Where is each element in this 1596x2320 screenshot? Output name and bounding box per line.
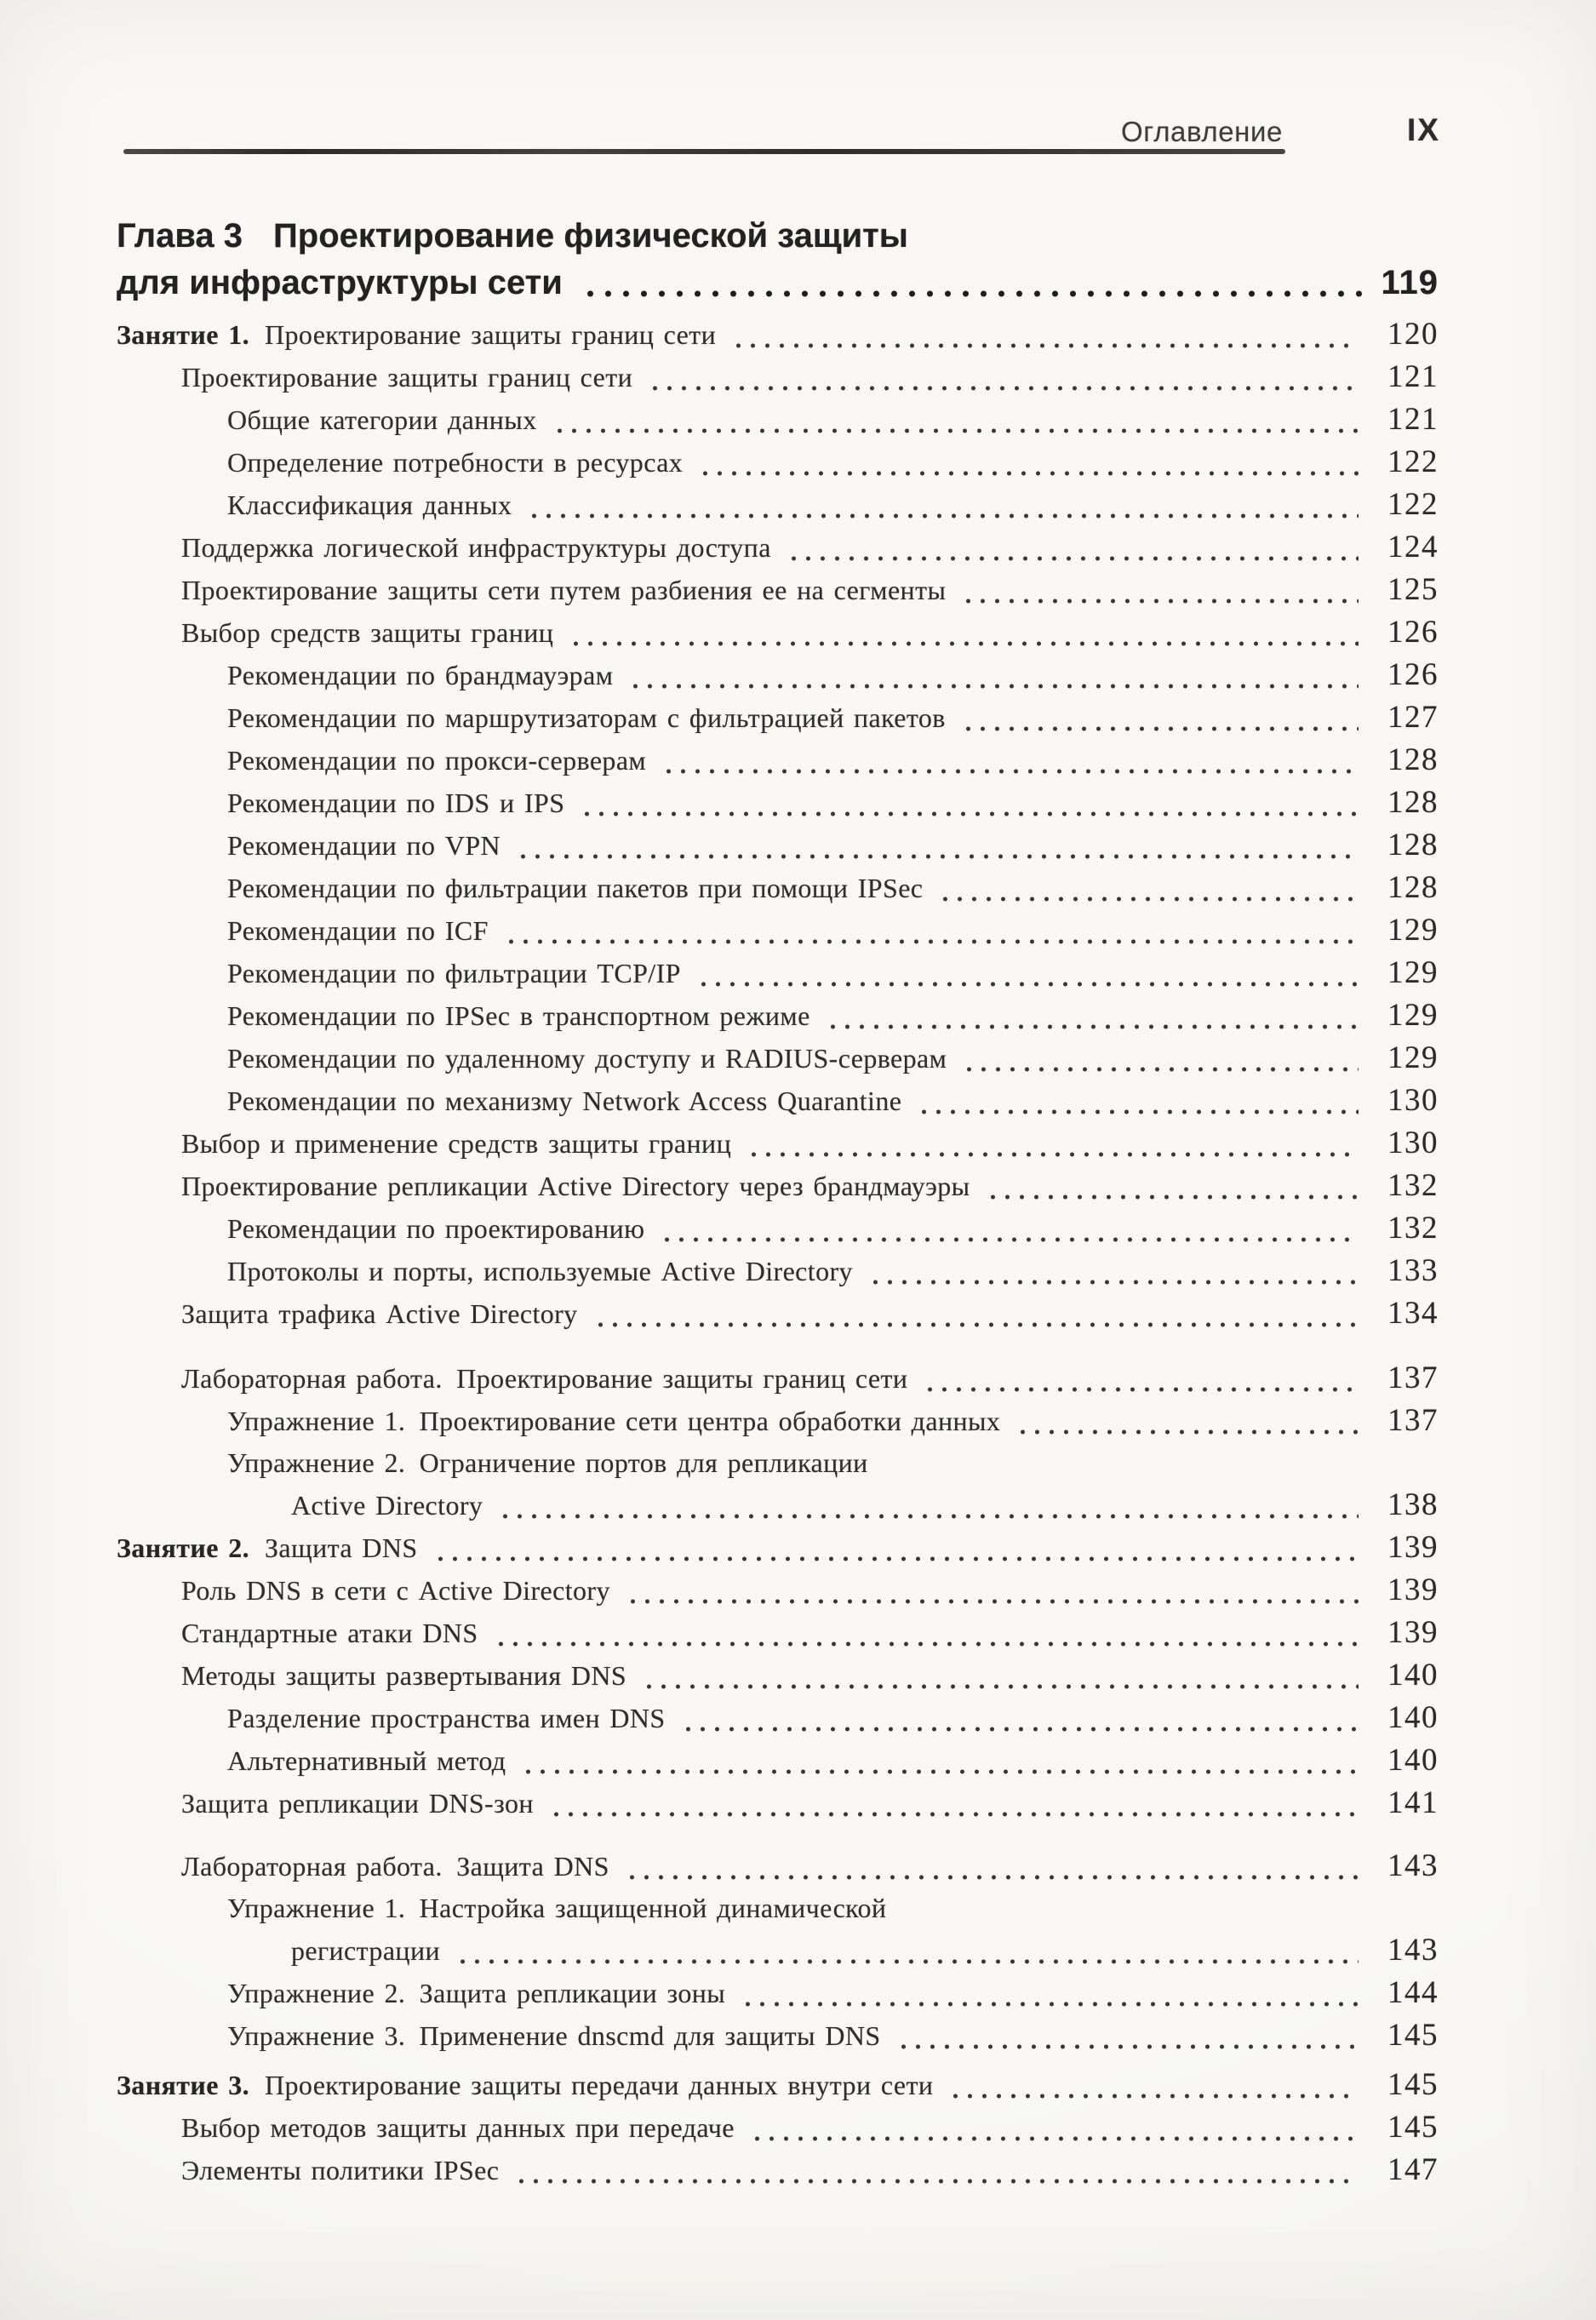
dot-leader — [913, 1080, 1359, 1122]
entry-page-number: 129 — [1387, 913, 1439, 948]
dot-leader — [678, 1697, 1359, 1739]
dot-leader — [1012, 1400, 1359, 1442]
dot-leader — [430, 1527, 1359, 1569]
dot-leader — [935, 867, 1359, 909]
entry-title: Упражнение 1. Проектирование сети центра обработки данных — [227, 1406, 1001, 1436]
dot-leader — [982, 1165, 1359, 1207]
entry-title: Рекомендации по проектированию — [227, 1213, 645, 1244]
dot-leader — [743, 1122, 1359, 1165]
dot-leader — [511, 2149, 1359, 2191]
toc-entry — [117, 1484, 1439, 1527]
dot-leader — [565, 611, 1359, 654]
entry-page-number: 147 — [1387, 2152, 1439, 2187]
dot-leader — [945, 2064, 1359, 2106]
dot-leader — [501, 909, 1359, 952]
dot-leader — [658, 739, 1359, 782]
toc-entry — [117, 1569, 1439, 1612]
entry-label: Занятие 2. — [117, 1532, 249, 1563]
toc-entry — [117, 484, 1439, 526]
entry-title: Классификация данных — [227, 490, 512, 520]
dot-leader — [490, 1612, 1359, 1654]
entry-page-number: 144 — [1387, 1975, 1439, 2010]
toc-entry — [117, 1612, 1439, 1654]
page-number-roman: IX — [1407, 112, 1440, 147]
entry-page-number: 138 — [1387, 1487, 1439, 1522]
toc-entry — [117, 1165, 1439, 1207]
entry-title: Определение потребности в ресурсах — [227, 447, 684, 478]
entry-title: Рекомендации по удаленному доступу и RADIUS-серверам — [227, 1043, 947, 1074]
entry-title: Защита репликации DNS-зон — [181, 1788, 534, 1819]
entry-title: Проектирование защиты передачи данных внутри сети — [265, 2070, 934, 2100]
entry-title: Защита DNS — [265, 1532, 418, 1563]
chapter-heading — [117, 213, 1439, 306]
toc-entry — [117, 952, 1439, 994]
toc-entry — [117, 526, 1439, 569]
toc-entry — [117, 398, 1439, 441]
entry-page-number: 128 — [1387, 870, 1439, 905]
entry-title: Общие категории данных — [227, 404, 537, 435]
entry-title: Рекомендации по фильтрации TCP/IP — [227, 958, 681, 988]
entry-title: Рекомендации по механизму Network Access Quarantine — [227, 1086, 902, 1116]
toc-entry — [117, 696, 1439, 739]
entry-title: Лабораторная работа. Проектирование защиты границ сети — [181, 1363, 908, 1394]
entry-page-number: 127 — [1387, 700, 1439, 735]
dot-leader — [958, 1037, 1359, 1080]
toc-entry — [117, 1527, 1439, 1569]
toc-entry — [117, 1888, 1439, 1929]
toc-list — [117, 313, 1439, 2191]
toc-entry — [117, 2106, 1439, 2149]
toc-entry — [117, 356, 1439, 398]
dot-leader — [747, 2106, 1359, 2149]
dot-leader — [865, 1250, 1359, 1292]
entry-title: Active Directory — [291, 1490, 483, 1521]
toc-entry — [117, 313, 1439, 356]
toc-entry — [117, 994, 1439, 1037]
dot-leader — [523, 484, 1359, 526]
dot-leader — [622, 1569, 1359, 1612]
toc-entry — [117, 1122, 1439, 1165]
dot-leader — [452, 1929, 1359, 1972]
entry-page-number: 133 — [1387, 1253, 1439, 1288]
dot-leader — [958, 696, 1359, 739]
chapter-title-continuation: для инфраструктуры сети — [117, 264, 563, 301]
toc-entry — [117, 441, 1439, 484]
toc-entry — [117, 2149, 1439, 2191]
dot-leader — [621, 1845, 1359, 1888]
entry-title: Проектирование защиты границ сети — [265, 319, 717, 350]
entry-page-number: 132 — [1387, 1168, 1439, 1203]
dot-leader — [919, 1357, 1359, 1400]
entry-title: Разделение пространства имен DNS — [227, 1703, 666, 1733]
entry-page-number: 140 — [1387, 1658, 1439, 1693]
entry-title: Рекомендации по маршрутизаторам с фильтрацией пакетов — [227, 702, 946, 733]
toc-entry — [117, 782, 1439, 824]
toc-entry — [117, 909, 1439, 952]
entry-title: Упражнение 2. Ограничение портов для репликации — [227, 1447, 868, 1478]
toc-entry — [117, 1400, 1439, 1442]
chapter-heading-line2 — [117, 260, 1439, 306]
toc-entry — [117, 1782, 1439, 1824]
entry-title: Защита трафика Active Directory — [181, 1298, 578, 1329]
entry-page-number: 145 — [1387, 2018, 1439, 2053]
dot-leader — [625, 654, 1359, 696]
entry-title: Протоколы и порты, используемые Active Directory — [227, 1256, 853, 1286]
dot-leader — [512, 824, 1359, 867]
entry-page-number: 143 — [1387, 1848, 1439, 1883]
entry-label: Занятие 3. — [117, 2070, 249, 2100]
chapter-label: Глава 3 — [117, 217, 243, 255]
chapter-heading-line1 — [117, 213, 1439, 260]
dot-leader — [693, 952, 1359, 994]
entry-page-number: 140 — [1387, 1743, 1439, 1778]
entry-page-number: 120 — [1387, 317, 1439, 352]
entry-title: Упражнение 1. Настройка защищенной динамической — [227, 1893, 887, 1923]
entry-title: Рекомендации по IPSec в транспортном режиме — [227, 1000, 810, 1031]
toc-entry — [117, 1250, 1439, 1292]
entry-page-number: 134 — [1387, 1296, 1439, 1331]
entry-page-number: 122 — [1387, 487, 1439, 522]
entry-page-number: 129 — [1387, 1040, 1439, 1075]
entry-title: Рекомендации по прокси-серверам — [227, 745, 647, 776]
toc-entry — [117, 1697, 1439, 1739]
entry-page-number: 128 — [1387, 785, 1439, 820]
chapter-dot-leader — [576, 260, 1373, 306]
entry-title: Альтернативный метод — [227, 1745, 506, 1776]
entry-page-number: 126 — [1387, 657, 1439, 692]
dot-leader — [728, 313, 1359, 356]
running-header-title: Оглавление — [1121, 116, 1283, 147]
dot-leader — [546, 1782, 1359, 1824]
dot-leader — [783, 526, 1359, 569]
dot-leader — [590, 1292, 1359, 1335]
entry-title: Рекомендации по VPN — [227, 830, 501, 861]
toc-entry — [117, 1654, 1439, 1697]
dot-leader — [656, 1207, 1359, 1250]
entry-page-number: 129 — [1387, 955, 1439, 990]
entry-page-number: 139 — [1387, 1572, 1439, 1607]
dot-leader — [893, 2014, 1359, 2057]
entry-title: Лабораторная работа. Защита DNS — [181, 1851, 609, 1882]
toc-entry — [117, 1929, 1439, 1972]
toc-entry — [117, 569, 1439, 611]
toc-entry — [117, 2014, 1439, 2057]
dot-leader — [638, 1654, 1359, 1697]
entry-title: Выбор и применение средств защиты границ — [181, 1128, 732, 1159]
entry-page-number: 145 — [1387, 2110, 1439, 2145]
entry-title: Рекомендации по ICF — [227, 915, 489, 946]
entry-title: Роль DNS в сети с Active Directory — [181, 1575, 610, 1606]
entry-title: регистрации — [291, 1935, 441, 1966]
entry-page-number: 130 — [1387, 1083, 1439, 1118]
entry-title: Поддержка логической инфраструктуры доступа — [181, 532, 771, 563]
entry-title: Проектирование репликации Active Directory через брандмауэры — [181, 1171, 970, 1201]
toc-entry — [117, 867, 1439, 909]
entry-page-number: 139 — [1387, 1615, 1439, 1650]
entry-title: Элементы политики IPSec — [181, 2155, 500, 2185]
toc-entry — [117, 1292, 1439, 1335]
entry-page-number: 128 — [1387, 828, 1439, 862]
toc-entry — [117, 1080, 1439, 1122]
dot-leader — [822, 994, 1359, 1037]
toc-entry — [117, 824, 1439, 867]
dot-leader — [958, 569, 1359, 611]
toc-entry — [117, 654, 1439, 696]
dot-leader — [518, 1739, 1359, 1782]
entry-page-number: 125 — [1387, 572, 1439, 607]
entry-page-number: 121 — [1387, 359, 1439, 394]
entry-title: Стандартные атаки DNS — [181, 1618, 478, 1648]
entry-title: Методы защиты развертывания DNS — [181, 1660, 627, 1691]
toc-entry — [117, 1442, 1439, 1484]
entry-page-number: 130 — [1387, 1126, 1439, 1160]
entry-page-number: 122 — [1387, 444, 1439, 479]
entry-title: Выбор методов защиты данных при передаче — [181, 2112, 735, 2143]
entry-page-number: 137 — [1387, 1403, 1439, 1438]
dot-leader — [576, 782, 1359, 824]
toc-entry — [117, 1845, 1439, 1888]
chapter-page-number: 119 — [1381, 264, 1439, 301]
entry-page-number: 140 — [1387, 1700, 1439, 1735]
entry-page-number: 126 — [1387, 615, 1439, 650]
entry-page-number: 141 — [1387, 1785, 1439, 1820]
toc-entry — [117, 2064, 1439, 2106]
entry-title: Упражнение 2. Защита репликации зоны — [227, 1978, 726, 2008]
entry-page-number: 145 — [1387, 2067, 1439, 2102]
header-rule — [123, 149, 1285, 154]
entry-title: Проектирование защиты сети путем разбиения ее на сегменты — [181, 575, 947, 605]
entry-page-number: 137 — [1387, 1360, 1439, 1395]
toc-entry — [117, 1357, 1439, 1400]
entry-page-number: 132 — [1387, 1211, 1439, 1246]
entry-page-number: 128 — [1387, 742, 1439, 777]
dot-leader — [737, 1972, 1359, 2014]
dot-leader — [695, 441, 1359, 484]
toc-entry — [117, 1972, 1439, 2014]
entry-page-number: 124 — [1387, 530, 1439, 564]
dot-leader — [644, 356, 1359, 398]
toc-entry — [117, 1207, 1439, 1250]
table-of-contents — [117, 213, 1439, 2191]
entry-title: Рекомендации по брандмауэрам — [227, 660, 614, 690]
entry-title: Рекомендации по IDS и IPS — [227, 788, 565, 818]
entry-title: Выбор средств защиты границ — [181, 617, 554, 648]
entry-page-number: 129 — [1387, 998, 1439, 1033]
toc-entry — [117, 739, 1439, 782]
toc-entry — [117, 1037, 1439, 1080]
entry-page-number: 121 — [1387, 402, 1439, 437]
entry-title: Рекомендации по фильтрации пакетов при помощи IPSec — [227, 873, 924, 903]
entry-label: Занятие 1. — [117, 319, 249, 350]
entry-title: Упражнение 3. Применение dnscmd для защиты DNS — [227, 2020, 881, 2051]
dot-leader — [549, 398, 1359, 441]
entry-page-number: 139 — [1387, 1530, 1439, 1565]
toc-entry — [117, 1739, 1439, 1782]
toc-entry — [117, 611, 1439, 654]
chapter-title: Проектирование физической защиты — [273, 217, 908, 255]
dot-leader — [495, 1484, 1359, 1527]
entry-page-number: 143 — [1387, 1933, 1439, 1968]
entry-title: Проектирование защиты границ сети — [181, 362, 633, 392]
